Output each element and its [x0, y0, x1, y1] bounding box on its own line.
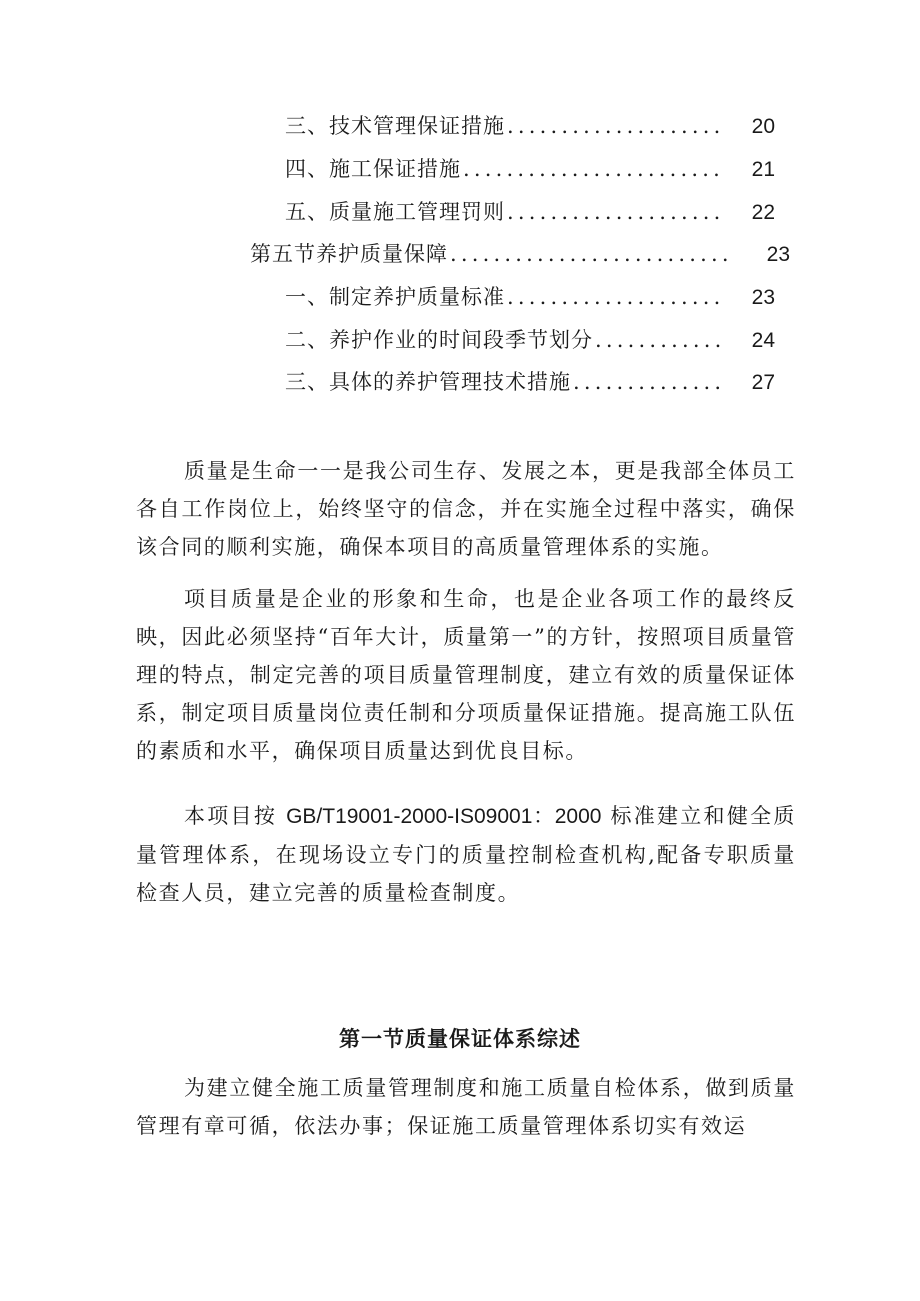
toc-entry[interactable] [285, 367, 775, 397]
toc-leader-dots: .................... [507, 285, 725, 309]
toc-page-number: 27 [751, 371, 775, 394]
toc-entry-label: 第五节养护质量保障 [250, 242, 448, 266]
toc-leader-dots: .................... [507, 200, 725, 224]
paragraph-text: 标准建立和健全质量管理体系，在现场设立专门的质量控制检查机构,配备专职质量检查人员，建立完善的质量检查制度。 [136, 804, 796, 905]
section-heading: 第一节质量保证体系综述 [339, 1026, 581, 1051]
toc-entry-label: 三、技术管理保证措施 [285, 114, 505, 138]
toc-page-number: 20 [751, 115, 775, 138]
toc-entry[interactable] [285, 197, 775, 227]
toc-leader-dots: ........................ [463, 157, 725, 181]
toc-entry[interactable] [285, 154, 775, 184]
toc-page-number: 23 [766, 243, 790, 266]
body-paragraph: 质量是生命一一是我公司生存、发展之本，更是我部全体员工各自工作岗位上，始终坚守的信念，并在实施全过程中落实，确保该合同的顺利实施，确保本项目的高质量管理体系的实施。 [136, 459, 796, 559]
toc-page-number: 22 [751, 201, 775, 224]
standard-code: GB/T19001-2000-IS09001：2000 [286, 805, 602, 828]
toc-page-number: 24 [751, 329, 775, 352]
body-paragraph: 为建立健全施工质量管理制度和施工质量自检体系，做到质量管理有章可循，依法办事；保证施工质量管理体系切实有效运 [136, 1076, 796, 1138]
body-paragraph [136, 797, 796, 912]
toc-page-number: 23 [751, 286, 775, 309]
toc-leader-dots: ............ [595, 328, 726, 352]
paragraph-text: 本项目按 [184, 804, 278, 828]
toc-entry[interactable] [285, 282, 775, 312]
toc-entry[interactable] [285, 325, 775, 355]
body-paragraph: 项目质量是企业的形象和生命，也是企业各项工作的最终反映，因此必须坚持“百年大计，质量第一”的方针，按照项目质量管理的特点，制定完善的项目质量管理制度，建立有效的质量保证体系，制定项目质量岗位责任制和分项质量保证措施。提高施工队伍的素质和水平，确保项目质量达到优良目标。 [136, 587, 796, 763]
toc-entry-label: 三、具体的养护管理技术措施 [285, 370, 571, 394]
toc-entry-label: 一、制定养护质量标准 [285, 285, 505, 309]
toc-leader-dots: .......................... [450, 242, 733, 266]
toc-leader-dots: .............. [573, 370, 726, 394]
toc-entry[interactable] [250, 239, 790, 269]
toc-entry-label: 五、质量施工管理罚则 [285, 200, 505, 224]
toc-page-number: 21 [751, 158, 775, 181]
toc-entry-label: 二、养护作业的时间段季节划分 [285, 328, 593, 352]
toc-entry[interactable] [285, 111, 775, 141]
toc-entry-label: 四、施工保证措施 [285, 157, 461, 181]
toc-leader-dots: .................... [507, 114, 725, 138]
